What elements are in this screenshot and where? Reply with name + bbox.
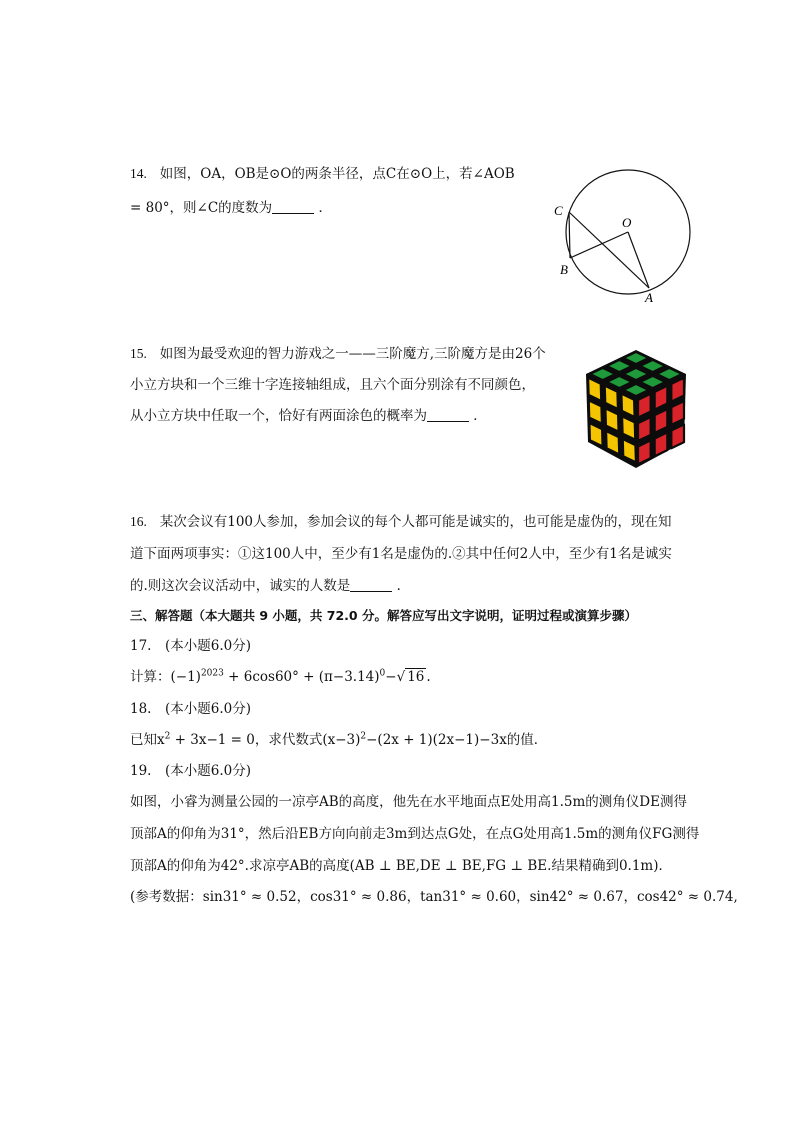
q15-text-line1: 如图为最受欢迎的智力游戏之一——三阶魔方,三阶魔方是由26个	[159, 346, 546, 362]
q16-text-line2: 道下面两项事实：①这100人中，至少有1名是虚伪的.②其中任何2人中，至少有1名是诚实	[130, 546, 672, 562]
q17-end: .	[426, 669, 431, 685]
q19-line3: 顶部A的仰角为42°.求凉亭AB的高度(AB ⊥ BE,DE ⊥ BE,FG ⊥ BE.结果精确到0.1m)．	[130, 858, 672, 874]
q15-text-line3: 从小立方块中任取一个，恰好有两面涂色的概率为	[130, 408, 427, 424]
q19-line2: 顶部A的仰角为31°，然后沿EB方向向前走3m到达点G处，在点G处用高1.5m的测角仪FG测得	[130, 826, 700, 842]
q16-line3	[130, 576, 410, 596]
q17-expression: 计算：$(-1)^{2023} + 6\cos 60^\circ + (\pi-3.14)^0-√$ 16 .	[130, 668, 431, 685]
q15-line1	[130, 344, 546, 364]
q14-text-line2: = 80°，则∠C的度数为	[130, 200, 273, 216]
q19-line1: 如图，小睿为测量公园的一凉亭AB的高度，他先在水平地面点E处用高1.5m的测角仪DE测得	[130, 794, 687, 810]
q14-circle-figure	[552, 160, 702, 310]
rubiks-cube-image	[578, 346, 694, 472]
q16-text-line1: 某次会议有100人参加，参加会议的每个人都可能是诚实的，也可能是虚伪的，现在知	[159, 514, 672, 530]
q19-header: 19. (本小题6.0分)	[130, 763, 251, 779]
q15-line2	[130, 375, 535, 395]
q14-label-c: C	[554, 203, 563, 218]
q17-mid1: + 6cos60° + (π−3.14)	[223, 669, 380, 685]
q18-exp2: 2	[360, 731, 367, 742]
q17-header: 17. (本小题6.0分)	[130, 638, 251, 654]
q17-sqrt: 16	[407, 669, 425, 685]
q18-mid2: −(2x + 1)(2x−1)−3x的值．	[366, 732, 548, 748]
q18-mid1: + 3x−1 = 0，求代数式(x−3)	[170, 732, 361, 748]
q14-text-line1: 如图，OA，OB是⊙O的两条半径，点C在⊙O上，若∠AOB	[159, 166, 515, 182]
q17-prefix: 计算：(−1)	[130, 669, 201, 685]
q17-mid2: −	[385, 669, 397, 685]
q16-text-line3: 的.则这次会议活动中，诚实的人数是	[130, 578, 351, 594]
q18-header: 18. (本小题6.0分)	[130, 701, 251, 717]
q18-expression	[130, 730, 547, 750]
q15-suffix: ．	[473, 408, 487, 424]
q16-number: 16.	[130, 514, 147, 529]
q15-number: 15.	[130, 346, 147, 361]
q14-answer-blank[interactable]	[272, 199, 314, 214]
q14-line1	[130, 164, 515, 184]
q17-exp2: 0	[379, 668, 386, 679]
q14-label-a: A	[645, 290, 653, 305]
q15-line3	[130, 406, 487, 426]
q16-suffix: ．	[396, 578, 411, 594]
q14-number: 14.	[130, 166, 147, 181]
q17-exp1: 2023	[200, 668, 224, 679]
q18-prefix: 已知x	[130, 732, 165, 748]
q16-line2	[130, 544, 672, 564]
q18-exp1: 2	[164, 731, 171, 742]
q16-line1	[130, 512, 672, 532]
q16-answer-blank[interactable]	[350, 577, 392, 592]
q15-answer-blank[interactable]	[427, 407, 469, 422]
q14-suffix: ．	[318, 200, 332, 216]
q14-line2	[130, 198, 332, 218]
q19-line4: (参考数据：sin31° ≈ 0.52，cos31° ≈ 0.86，tan31° ≈ 0.60，sin42° ≈ 0.67，cos42° ≈ 0.74,	[130, 889, 738, 905]
q14-label-b: B	[560, 262, 568, 277]
section-heading: 三、解答题（本大题共 9 小题，共 72.0 分。解答应写出文字说明，证明过程或演算步骤）	[130, 608, 637, 623]
q15-text-line2: 小立方块和一个三维十字连接轴组成，且六个面分别涂有不同颜色，	[130, 377, 535, 393]
q14-label-o: O	[622, 215, 632, 230]
